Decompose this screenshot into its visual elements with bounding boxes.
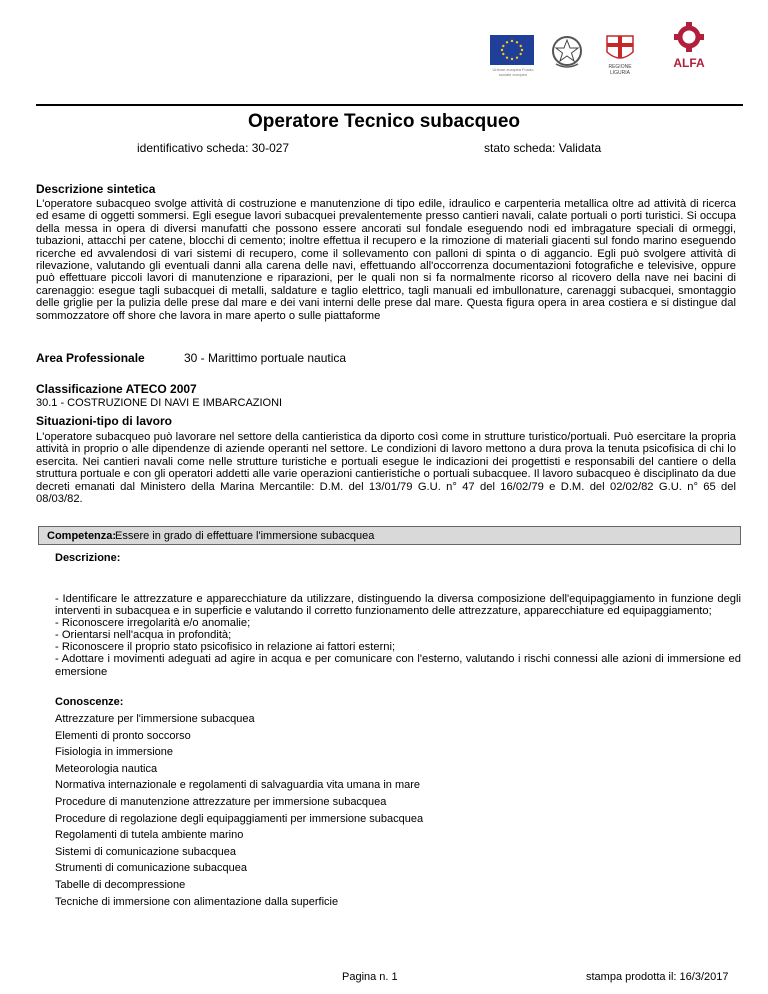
conoscenza-item: Meteorologia nautica <box>55 762 158 775</box>
descrizione-item: - Adottare i movimenti adeguati ad agire in acqua e per comunicare con l'esterno, valutando i rischi connessi alle azioni di immersione ed emersione <box>55 653 741 678</box>
liguria-caption: REGIONE LIGURIA <box>608 64 632 76</box>
descrizione-item: - Identificare le attrezzature e apparecchiature da utilizzare, distinguendo la diversa composizione dell'equipaggiamento in funzione degli interventi in subacquea e in superficie e valutando il corretto funzionamento delle attrezzature, apparecchiature ed equipaggiamento; <box>55 593 741 618</box>
conoscenza-item: Tabelle di decompressione <box>55 878 186 891</box>
page-number: Pagina n. 1 <box>342 971 398 983</box>
ateco-heading: Classificazione ATECO 2007 <box>36 382 197 396</box>
regione-liguria-logo <box>603 32 637 66</box>
descrizione-sintetica-heading: Descrizione sintetica <box>36 182 156 196</box>
conoscenza-item: Tecniche di immersione con alimentazione dalla superficie <box>55 895 339 908</box>
conoscenza-item: Fisiologia in immersione <box>55 746 173 759</box>
conoscenze-heading: Conoscenze: <box>55 696 124 708</box>
eu-caption: Unione europea Fondo sociale europeo <box>492 67 534 77</box>
area-professionale-value: 30 - Marittimo portuale nautica <box>184 351 347 365</box>
descrizione-list <box>55 593 741 678</box>
conoscenza-item: Attrezzature per l'immersione subacquea <box>55 713 255 725</box>
scheda-status: stato scheda: Validata <box>484 141 602 155</box>
header-divider <box>36 104 743 106</box>
conoscenza-item: Elementi di pronto soccorso <box>55 729 191 742</box>
conoscenza-item: Procedure di regolazione degli equipaggiamenti per immersione subacquea <box>55 812 424 825</box>
alfa-logo-text: ALFA <box>673 56 705 70</box>
italian-republic-emblem-logo <box>550 34 584 70</box>
page-title: Operatore Tecnico subacqueo <box>247 111 521 132</box>
situazioni-text: L'operatore subacqueo può lavorare nel settore della cantieristica da diporto così come in strutture turistico/portuali. Può esercitare la propria attività in proprio o alle dipendenze di aziende operanti nel settore. Le condizioni di lavoro mettono a dura prova la tenuta psicofisica di chi lo esercita. Nei cantieri navali come nelle strutture turistiche e portuali esegue le indicazioni dei progettisti e responsabili del cantiere o della struttura portuale e con gli operatori addetti alle varie operazioni cantieristiche o portuali subacquee. Il lavoro subacqueo è disciplinato da due decreti emanati dal Ministero della Marina Mercantile: D.M. del 13/01/79 G.U. n° 47 del 16/02/79 e D.M. del 02/02/82 G.U. n° 65 del 08/03/82. <box>36 431 736 506</box>
situazioni-heading: Situazioni-tipo di lavoro <box>36 414 172 428</box>
ateco-value: 30.1 - COSTRUZIONE DI NAVI E IMBARCAZIONI <box>36 397 283 409</box>
descrizione-heading: Descrizione: <box>55 552 121 564</box>
area-professionale-heading: Area Professionale <box>36 351 145 365</box>
conoscenze-list <box>55 712 423 911</box>
descrizione-item: - Riconoscere irregolarità e/o anomalie; <box>55 617 251 630</box>
descrizione-item: - Orientarsi nell'acqua in profondità; <box>55 629 232 642</box>
conoscenza-item: Normativa internazionale e regolamenti di salvaguardia vita umana in mare <box>55 779 421 792</box>
competenza-label: Competenza: <box>47 530 117 542</box>
conoscenza-item: Sistemi di comunicazione subacquea <box>55 845 236 858</box>
conoscenza-item: Regolamenti di tutela ambiente marino <box>55 829 244 842</box>
competenza-text: Essere in grado di effettuare l'immersione subacquea <box>115 530 375 542</box>
eu-flag-logo <box>490 35 534 65</box>
print-date: stampa prodotta il: 16/3/2017 <box>586 971 729 983</box>
descrizione-item: - Riconoscere il proprio stato psicofisico in relazione ai fattori esterni; <box>55 641 396 654</box>
scheda-id: identificativo scheda: 30-027 <box>137 141 290 155</box>
descrizione-sintetica-text: L'operatore subacqueo svolge attività di costruzione e manutenzione di tipo edile, idraulico e carpenteria metallica oltre ad attività di ricerca ed esame di oggetti sommersi. Egli esegue lavori subacquei prevalentemente presso cantieri navali, calate portuali o porti turistici. Si occupa della messa in opera di diversi manufatti che possono essere ancorati sul fondale eseguendo nodi ed imbragature speciali di ormeggi, tubazioni, attacchi per catene, blocchi di cemento; inoltre effettua il recupero e la rimozione di materiali giacenti sul fondo marino eseguendo ricerche ed avvalendosi di vari sistemi di recupero, come il sollevamento con palloni di spinta o di aggancio. Egli può svolgere attività di rilevazione, valutando gli eventuali danni alla carena delle navi, effettuando all'occorrenza documentazioni fotografiche e televisive, oppure può effettuare piccoli lavori di manutenzione e riparazioni, per le quali non si fa normalmente ricorso al ricovero della nave nei bacini di carenaggio: esegue tagli subacquei di metalli, saldature e taglio elettrico, tagli manuali ed imbullonature, carenaggi subacquei, smontaggio delle griglie per la pulizia delle prese dal mare e dei vani interni delle prese dal mare. Questa figura opera in area costiera e si distingue dal sommozzatore off shore che lavora in mare aperto o sulle piattaforme <box>36 198 736 322</box>
alfa-logo <box>664 22 714 70</box>
conoscenza-item: Procedure di manutenzione attrezzature per immersione subacquea <box>55 795 387 808</box>
conoscenza-item: Strumenti di comunicazione subacquea <box>55 862 248 875</box>
